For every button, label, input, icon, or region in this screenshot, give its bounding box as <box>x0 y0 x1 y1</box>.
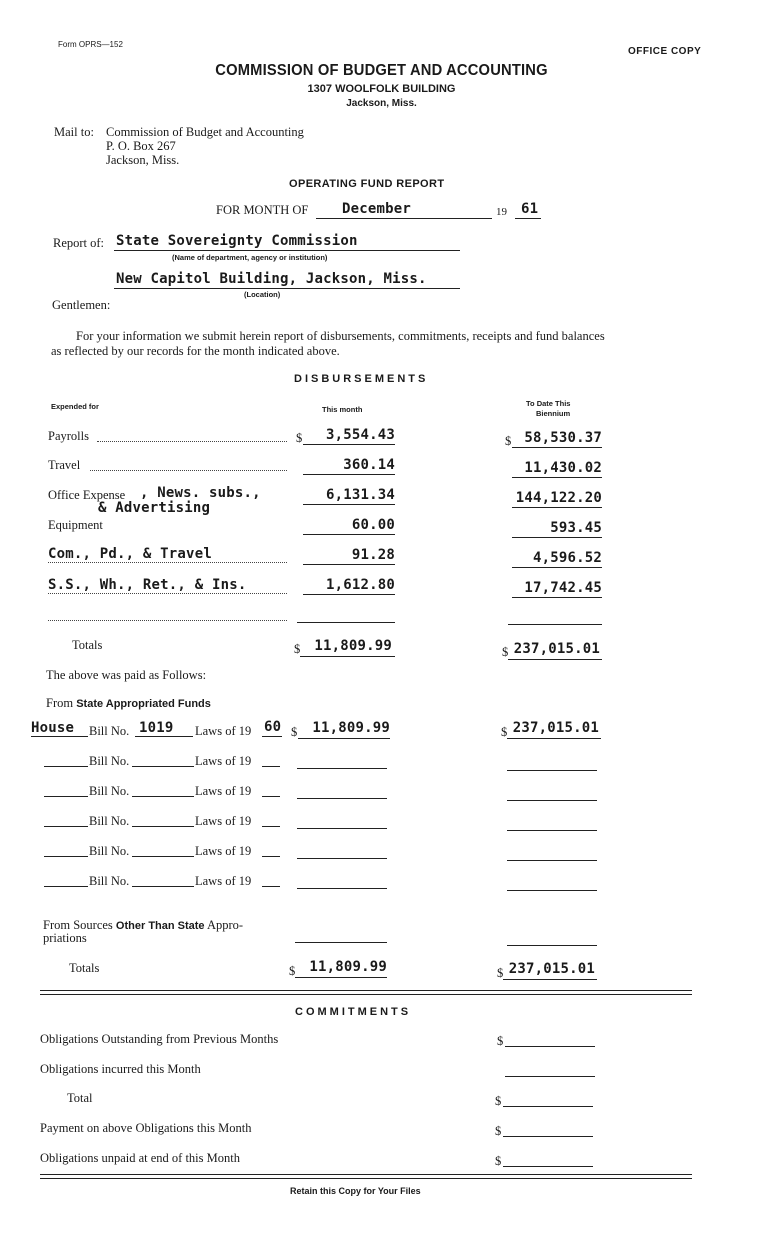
department-value: State Sovereignty Commission <box>116 233 358 249</box>
month-field-line <box>297 858 387 859</box>
paid-totals-todate: 237,015.01 <box>508 961 595 977</box>
todate-field-line <box>507 860 597 861</box>
other-sources-line2: priations <box>43 931 87 945</box>
blank-line <box>132 886 194 887</box>
location-underline <box>114 288 460 289</box>
row-payrolls-label: Payrolls <box>48 429 89 443</box>
commit-row-unpaid-dollar: $ <box>495 1154 502 1168</box>
row-travel-month: 360.14 <box>343 457 395 473</box>
house-todate-dollar: $ <box>501 725 508 739</box>
commit-row-total: Total <box>67 1091 93 1105</box>
row-ss-wh-ret-ins-todate: 17,742.45 <box>524 580 602 596</box>
bill-row-5-laws-label: Laws of 19 <box>195 844 252 858</box>
blank-line <box>31 736 88 737</box>
row-ss-wh-ret-ins-month: 1,612.80 <box>325 577 395 593</box>
row-ss-wh-ret-ins-label: S.S., Wh., Ret., & Ins. <box>48 577 247 593</box>
disbursements-heading: DISBURSEMENTS <box>294 373 429 385</box>
blank-line <box>44 766 88 767</box>
building-address: 1307 WOOLFOLK BUILDING <box>307 83 456 95</box>
blank-line <box>44 886 88 887</box>
commit-row-outstanding: Obligations Outstanding from Previous Months <box>40 1032 279 1046</box>
year-prefix: 19 <box>496 206 507 218</box>
bill-row-3-laws-label: Laws of 19 <box>195 784 252 798</box>
month-value: December <box>342 201 412 217</box>
month-field-line <box>297 622 395 623</box>
bill-row-6-bill-label: Bill No. <box>89 874 130 888</box>
month-field-line <box>297 798 387 799</box>
paid-totals-todate-dollar: $ <box>497 966 504 980</box>
row-office-expense-label: Office Expense <box>48 488 126 502</box>
row-com-pd-travel-label: Com., Pd., & Travel <box>48 546 212 562</box>
row-office-expense-typed: , News. subs., <box>140 485 261 501</box>
month-field-line <box>295 942 387 943</box>
row-payrolls-dollar: $ <box>296 431 303 445</box>
report-title: OPERATING FUND REPORT <box>289 178 445 190</box>
todate-field-line <box>507 738 601 739</box>
house-month-amount: 11,809.99 <box>312 720 390 736</box>
todate-field-line <box>512 447 602 448</box>
house-month-dollar: $ <box>291 725 298 739</box>
month-field-line <box>303 474 395 475</box>
month-field-line <box>297 828 387 829</box>
intro-line1: For your information we submit herein report of disbursements, commitments, receipts and fund balances <box>76 329 605 343</box>
salutation: Gentlemen: <box>52 298 111 312</box>
todate-field-line <box>507 890 597 891</box>
from-state-bold: State Appropriated Funds <box>76 698 211 710</box>
month-underline <box>316 218 492 219</box>
row-leader <box>48 593 287 594</box>
intro-line2: as reflected by our records for the month indicated above. <box>51 344 340 358</box>
todate-field-line <box>512 567 602 568</box>
month-field-line <box>295 977 387 978</box>
todate-field-line <box>512 507 602 508</box>
row-office-expense-month: 6,131.34 <box>325 487 395 503</box>
report-of-label: Report of: <box>53 236 105 250</box>
row-travel-todate: 11,430.02 <box>524 460 602 476</box>
blank-line <box>262 766 280 767</box>
commitment-field-line <box>503 1166 593 1167</box>
todate-field-line <box>507 800 597 801</box>
bill-row-2-laws-label: Laws of 19 <box>195 754 252 768</box>
paid-totals-month: 11,809.99 <box>309 959 387 975</box>
blank-line <box>262 796 280 797</box>
blank-line <box>262 736 282 737</box>
month-field-line <box>297 888 387 889</box>
row-equipment-label: Equipment <box>48 518 103 532</box>
row-com-pd-travel-month: 91.28 <box>351 547 395 563</box>
commit-row-payment-dollar: $ <box>495 1124 502 1138</box>
todate-field-line <box>512 537 602 538</box>
year-value: 61 <box>521 201 539 217</box>
row-leader <box>90 470 287 471</box>
office-copy-label: OFFICE COPY <box>628 46 702 57</box>
bill-row-4-bill-label: Bill No. <box>89 814 130 828</box>
totals-month-dollar: $ <box>294 642 301 656</box>
blank-line <box>132 766 194 767</box>
totals-todate-dollar: $ <box>502 645 509 659</box>
row-payrolls-month: 3,554.43 <box>325 427 395 443</box>
commitments-heading: COMMITMENTS <box>295 1006 412 1018</box>
paid-as-follows: The above was paid as Follows: <box>46 668 207 682</box>
department-caption: (Name of department, agency or institution) <box>172 253 328 262</box>
row-equipment-todate: 593.45 <box>550 520 602 536</box>
house-laws-year: 60 <box>264 719 282 735</box>
location-value: New Capitol Building, Jackson, Miss. <box>116 271 427 287</box>
footer-divider <box>40 1174 692 1179</box>
blank-line <box>44 796 88 797</box>
commitment-field-line <box>505 1046 595 1047</box>
disbursements-totals-month: 11,809.99 <box>314 638 392 654</box>
paid-totals-label: Totals <box>69 961 100 975</box>
todate-field-line <box>507 770 597 771</box>
commit-row-payment: Payment on above Obligations this Month <box>40 1121 252 1135</box>
commit-row-outstanding-dollar: $ <box>497 1034 504 1048</box>
disbursements-totals-label: Totals <box>72 638 103 652</box>
row-leader <box>48 562 287 563</box>
blank-line <box>132 826 194 827</box>
commit-row-total-dollar: $ <box>495 1094 502 1108</box>
month-field-line <box>298 738 390 739</box>
todate-field-line <box>507 830 597 831</box>
mail-to-line3: Jackson, Miss. <box>106 153 180 167</box>
other-sources-bold: Other Than State <box>115 920 205 932</box>
year-underline <box>515 218 541 219</box>
blank-line <box>262 826 280 827</box>
col-to-date-line2: Biennium <box>536 409 571 418</box>
row-travel-label: Travel <box>48 458 81 472</box>
disbursements-totals-todate: 237,015.01 <box>513 641 600 657</box>
row-equipment-month: 60.00 <box>351 517 395 533</box>
form-number: Form OPRS—152 <box>58 40 123 49</box>
row-office-expense-todate: 144,122.20 <box>515 490 602 506</box>
location-caption: (Location) <box>244 290 281 299</box>
todate-field-line <box>508 624 602 625</box>
row-payrolls-todate: 58,530.37 <box>524 430 602 446</box>
commit-row-incurred: Obligations incurred this Month <box>40 1062 201 1076</box>
house-value: House <box>31 720 75 736</box>
blank-line <box>135 736 193 737</box>
bill-row-4-laws-label: Laws of 19 <box>195 814 252 828</box>
mail-to-line1: Commission of Budget and Accounting <box>106 125 304 139</box>
row-leader <box>48 620 287 621</box>
col-to-date-line1: To Date This <box>526 399 571 408</box>
row-leader <box>97 441 287 442</box>
other-sources-prefix: From Sources <box>43 918 113 932</box>
commitment-field-line <box>505 1076 595 1077</box>
bill-row-3-bill-label: Bill No. <box>89 784 130 798</box>
paid-totals-month-dollar: $ <box>289 964 296 978</box>
col-expended-for: Expended for <box>51 402 99 411</box>
letterhead <box>0 62 763 80</box>
todate-field-line <box>508 659 602 660</box>
other-sources-suffix: Appro- <box>206 918 244 932</box>
blank-line <box>44 856 88 857</box>
house-bill-label: Bill No. <box>89 724 130 738</box>
month-field-line <box>297 768 387 769</box>
commitment-field-line <box>503 1106 593 1107</box>
col-this-month: This month <box>322 405 363 414</box>
month-field-line <box>303 534 395 535</box>
month-label: FOR MONTH OF <box>216 203 309 217</box>
row-com-pd-travel-todate: 4,596.52 <box>532 550 602 566</box>
department-underline <box>114 250 460 251</box>
todate-field-line <box>507 945 597 946</box>
blank-line <box>132 796 194 797</box>
retain-note: Retain this Copy for Your Files <box>290 1186 421 1196</box>
from-state-funds <box>46 696 211 711</box>
month-field-line <box>303 564 395 565</box>
from-state-prefix: From <box>46 696 74 710</box>
month-field-line <box>303 504 395 505</box>
city-line: Jackson, Miss. <box>346 98 417 109</box>
todate-field-line <box>512 477 602 478</box>
month-field-line <box>300 656 395 657</box>
bill-row-6-laws-label: Laws of 19 <box>195 874 252 888</box>
section-divider <box>40 990 692 995</box>
commit-row-unpaid: Obligations unpaid at end of this Month <box>40 1151 240 1165</box>
month-field-line <box>303 444 395 445</box>
blank-line <box>262 886 280 887</box>
commitment-field-line <box>503 1136 593 1137</box>
house-laws-label: Laws of 19 <box>195 724 252 738</box>
bill-row-5-bill-label: Bill No. <box>89 844 130 858</box>
todate-field-line <box>503 979 597 980</box>
agency-title: COMMISSION OF BUDGET AND ACCOUNTING <box>215 62 548 79</box>
mail-to-label: Mail to: <box>54 125 94 139</box>
row-office-expense-typed2: & Advertising <box>98 500 211 516</box>
mail-to-line2: P. O. Box 267 <box>106 139 176 153</box>
row-payrolls-todate-dollar: $ <box>505 434 512 448</box>
todate-field-line <box>512 597 602 598</box>
house-todate-amount: 237,015.01 <box>512 720 599 736</box>
blank-line <box>262 856 280 857</box>
blank-line <box>44 826 88 827</box>
house-bill-number: 1019 <box>139 720 174 736</box>
blank-line <box>132 856 194 857</box>
bill-row-2-bill-label: Bill No. <box>89 754 130 768</box>
month-field-line <box>303 594 395 595</box>
